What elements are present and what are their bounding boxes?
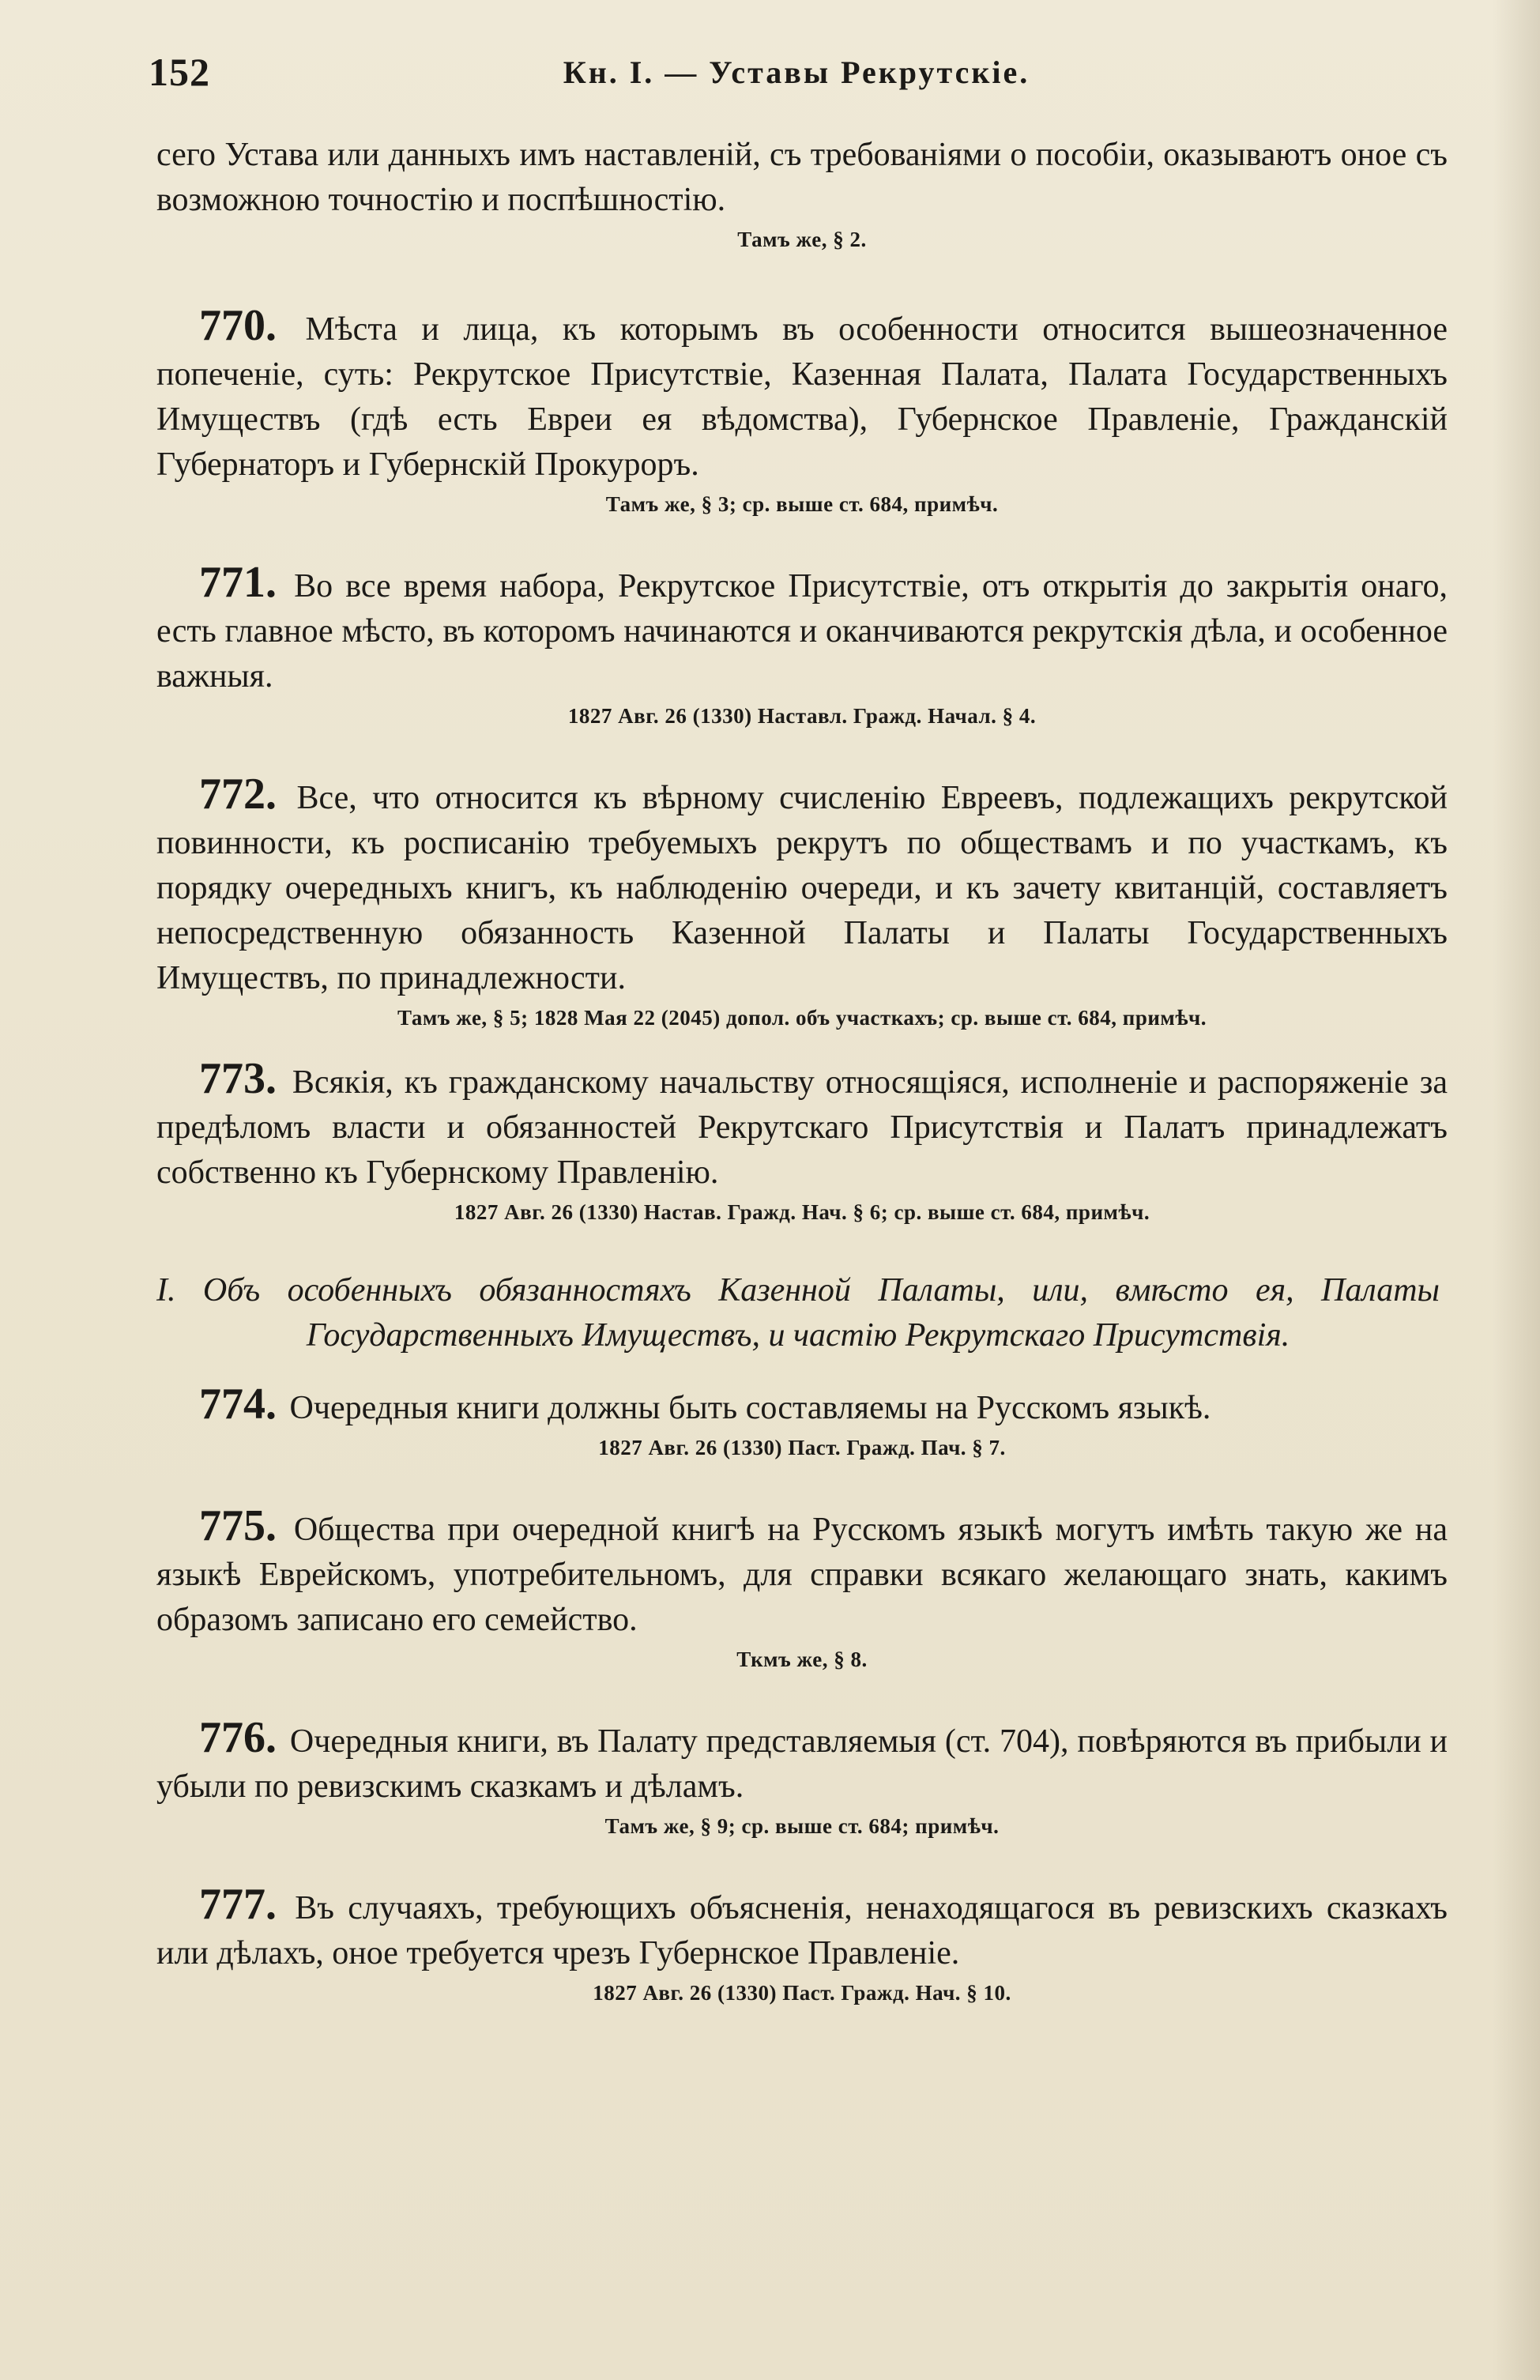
article-text xyxy=(156,772,1448,1001)
article-774 xyxy=(156,1382,1448,1463)
intro-text: сего Устава или данныхъ имъ наставленій, съ требованіями о пособіи, оказываютъ оное съ возможною точностію и поспѣшностію. xyxy=(156,137,1448,218)
article-body: Общества при очередной книгѣ на Русскомъ языкѣ могутъ имѣть такую же на языкѣ Еврейскомъ, употребительномъ, для справки всякаго желающаго знать, какимъ образомъ записано его семейство. xyxy=(156,1512,1448,1638)
page-header xyxy=(149,49,1444,104)
article-773 xyxy=(156,1056,1448,1227)
page-edge-shadow xyxy=(1493,0,1540,2380)
article-772 xyxy=(156,772,1448,1033)
article-number: 773. xyxy=(199,1054,277,1103)
article-number: 771. xyxy=(199,558,277,607)
article-text xyxy=(156,1882,1448,1976)
running-head: Кн. I. — Уставы Рекрутскіе. xyxy=(563,55,1030,90)
article-body: Все, что относится къ вѣрному счисленію Евреевъ, подлежащихъ рекрутской повинности, къ росписанію требуемыхъ рекрутъ по обществамъ и по участкамъ, къ порядку очередныхъ книгъ, къ наблюденію очереди, и къ зачету квитанцій, составляетъ непосредственную обязанность Казенной Палаты и Палаты Государственныхъ Имуществъ, по принадлежности. xyxy=(156,780,1448,996)
article-source: Ткмъ же, § 8. xyxy=(736,1648,868,1671)
page-body xyxy=(156,133,1448,2049)
article-number: 770. xyxy=(199,301,277,350)
article-text xyxy=(156,560,1448,699)
article-source: Тамъ же, § 5; 1828 Мая 22 (2045) допол. объ участкахъ; ср. выше ст. 684, примѣч. xyxy=(397,1006,1207,1030)
article-source: Тамъ же, § 3; ср. выше ст. 684, примѣч. xyxy=(605,492,999,516)
article-770 xyxy=(156,303,1448,519)
article-775 xyxy=(156,1501,1448,1674)
article-body: Очередныя книги должны быть составляемы на Русскомъ языкѣ. xyxy=(289,1390,1211,1426)
article-body: Мѣста и лица, къ которымъ въ особенности относится вышеозначенное попеченіе, суть: Рекрутское Присутствіе, Казенная Палата, Палата Государственныхъ Имуществъ (гдѣ есть Евреи ея вѣдомства), Губернское Правленіе, Гражданскій Губернаторъ и Губернскій Прокуроръ. xyxy=(156,311,1448,483)
article-source: 1827 Авг. 26 (1330) Настав. Гражд. Нач. § 6; ср. выше ст. 684, примѣч. xyxy=(454,1200,1150,1224)
page-number: 152 xyxy=(149,50,210,94)
article-number: 775. xyxy=(199,1501,277,1550)
article-771 xyxy=(156,560,1448,731)
article-text xyxy=(156,303,1448,488)
article-body: Во все время набора, Рекрутское Присутствіе, отъ открытія до закрытія онаго, есть главное мѣсто, въ которомъ начинаются и оканчиваются рекрутскія дѣла, и особенное важныя. xyxy=(156,568,1448,695)
article-number: 776. xyxy=(199,1713,277,1762)
article-source: 1827 Авг. 26 (1330) Паст. Гражд. Пач. § 7. xyxy=(598,1436,1006,1459)
article-text xyxy=(156,1715,1448,1809)
article-text xyxy=(156,1056,1448,1196)
intro-source: Тамъ же, § 2. xyxy=(737,228,867,251)
article-body: Очередныя книги, въ Палату представляемыя (ст. 704), повѣряются въ прибыли и убыли по ревизскимъ сказкамъ и дѣламъ. xyxy=(156,1723,1448,1805)
article-number: 774. xyxy=(199,1380,277,1429)
article-source: 1827 Авг. 26 (1330) Наставл. Гражд. Начал. § 4. xyxy=(567,704,1037,728)
section-heading: I. Объ особенныхъ обязанностяхъ Казенной Палаты, или, вмѣсто ея, Палаты Государственныхъ Имуществъ, и частію Рекрутскаго Присутствія. xyxy=(156,1272,1440,1354)
article-777 xyxy=(156,1882,1448,2008)
article-776 xyxy=(156,1715,1448,1841)
article-text xyxy=(156,1501,1448,1643)
article-number: 772. xyxy=(199,770,277,819)
article-text xyxy=(156,1382,1448,1431)
article-body: Въ случаяхъ, требующихъ объясненія, ненаходящагося въ ревизскихъ сказкахъ или дѣлахъ, оное требуется чрезъ Губернское Правленіе. xyxy=(156,1890,1448,1971)
article-source: 1827 Авг. 26 (1330) Паст. Гражд. Нач. § 10. xyxy=(593,1981,1011,2005)
intro-fragment xyxy=(156,133,1448,254)
article-source: Тамъ же, § 9; ср. выше ст. 684; примѣч. xyxy=(604,1814,1000,1838)
article-number: 777. xyxy=(199,1880,277,1929)
article-body: Всякія, къ гражданскому начальству относящіяся, исполненіе и распоряженіе за предѣломъ власти и обязанностей Рекрутскаго Присутствія и Палатъ принадлежатъ собственно къ Губернскому Правленію. xyxy=(156,1064,1448,1191)
